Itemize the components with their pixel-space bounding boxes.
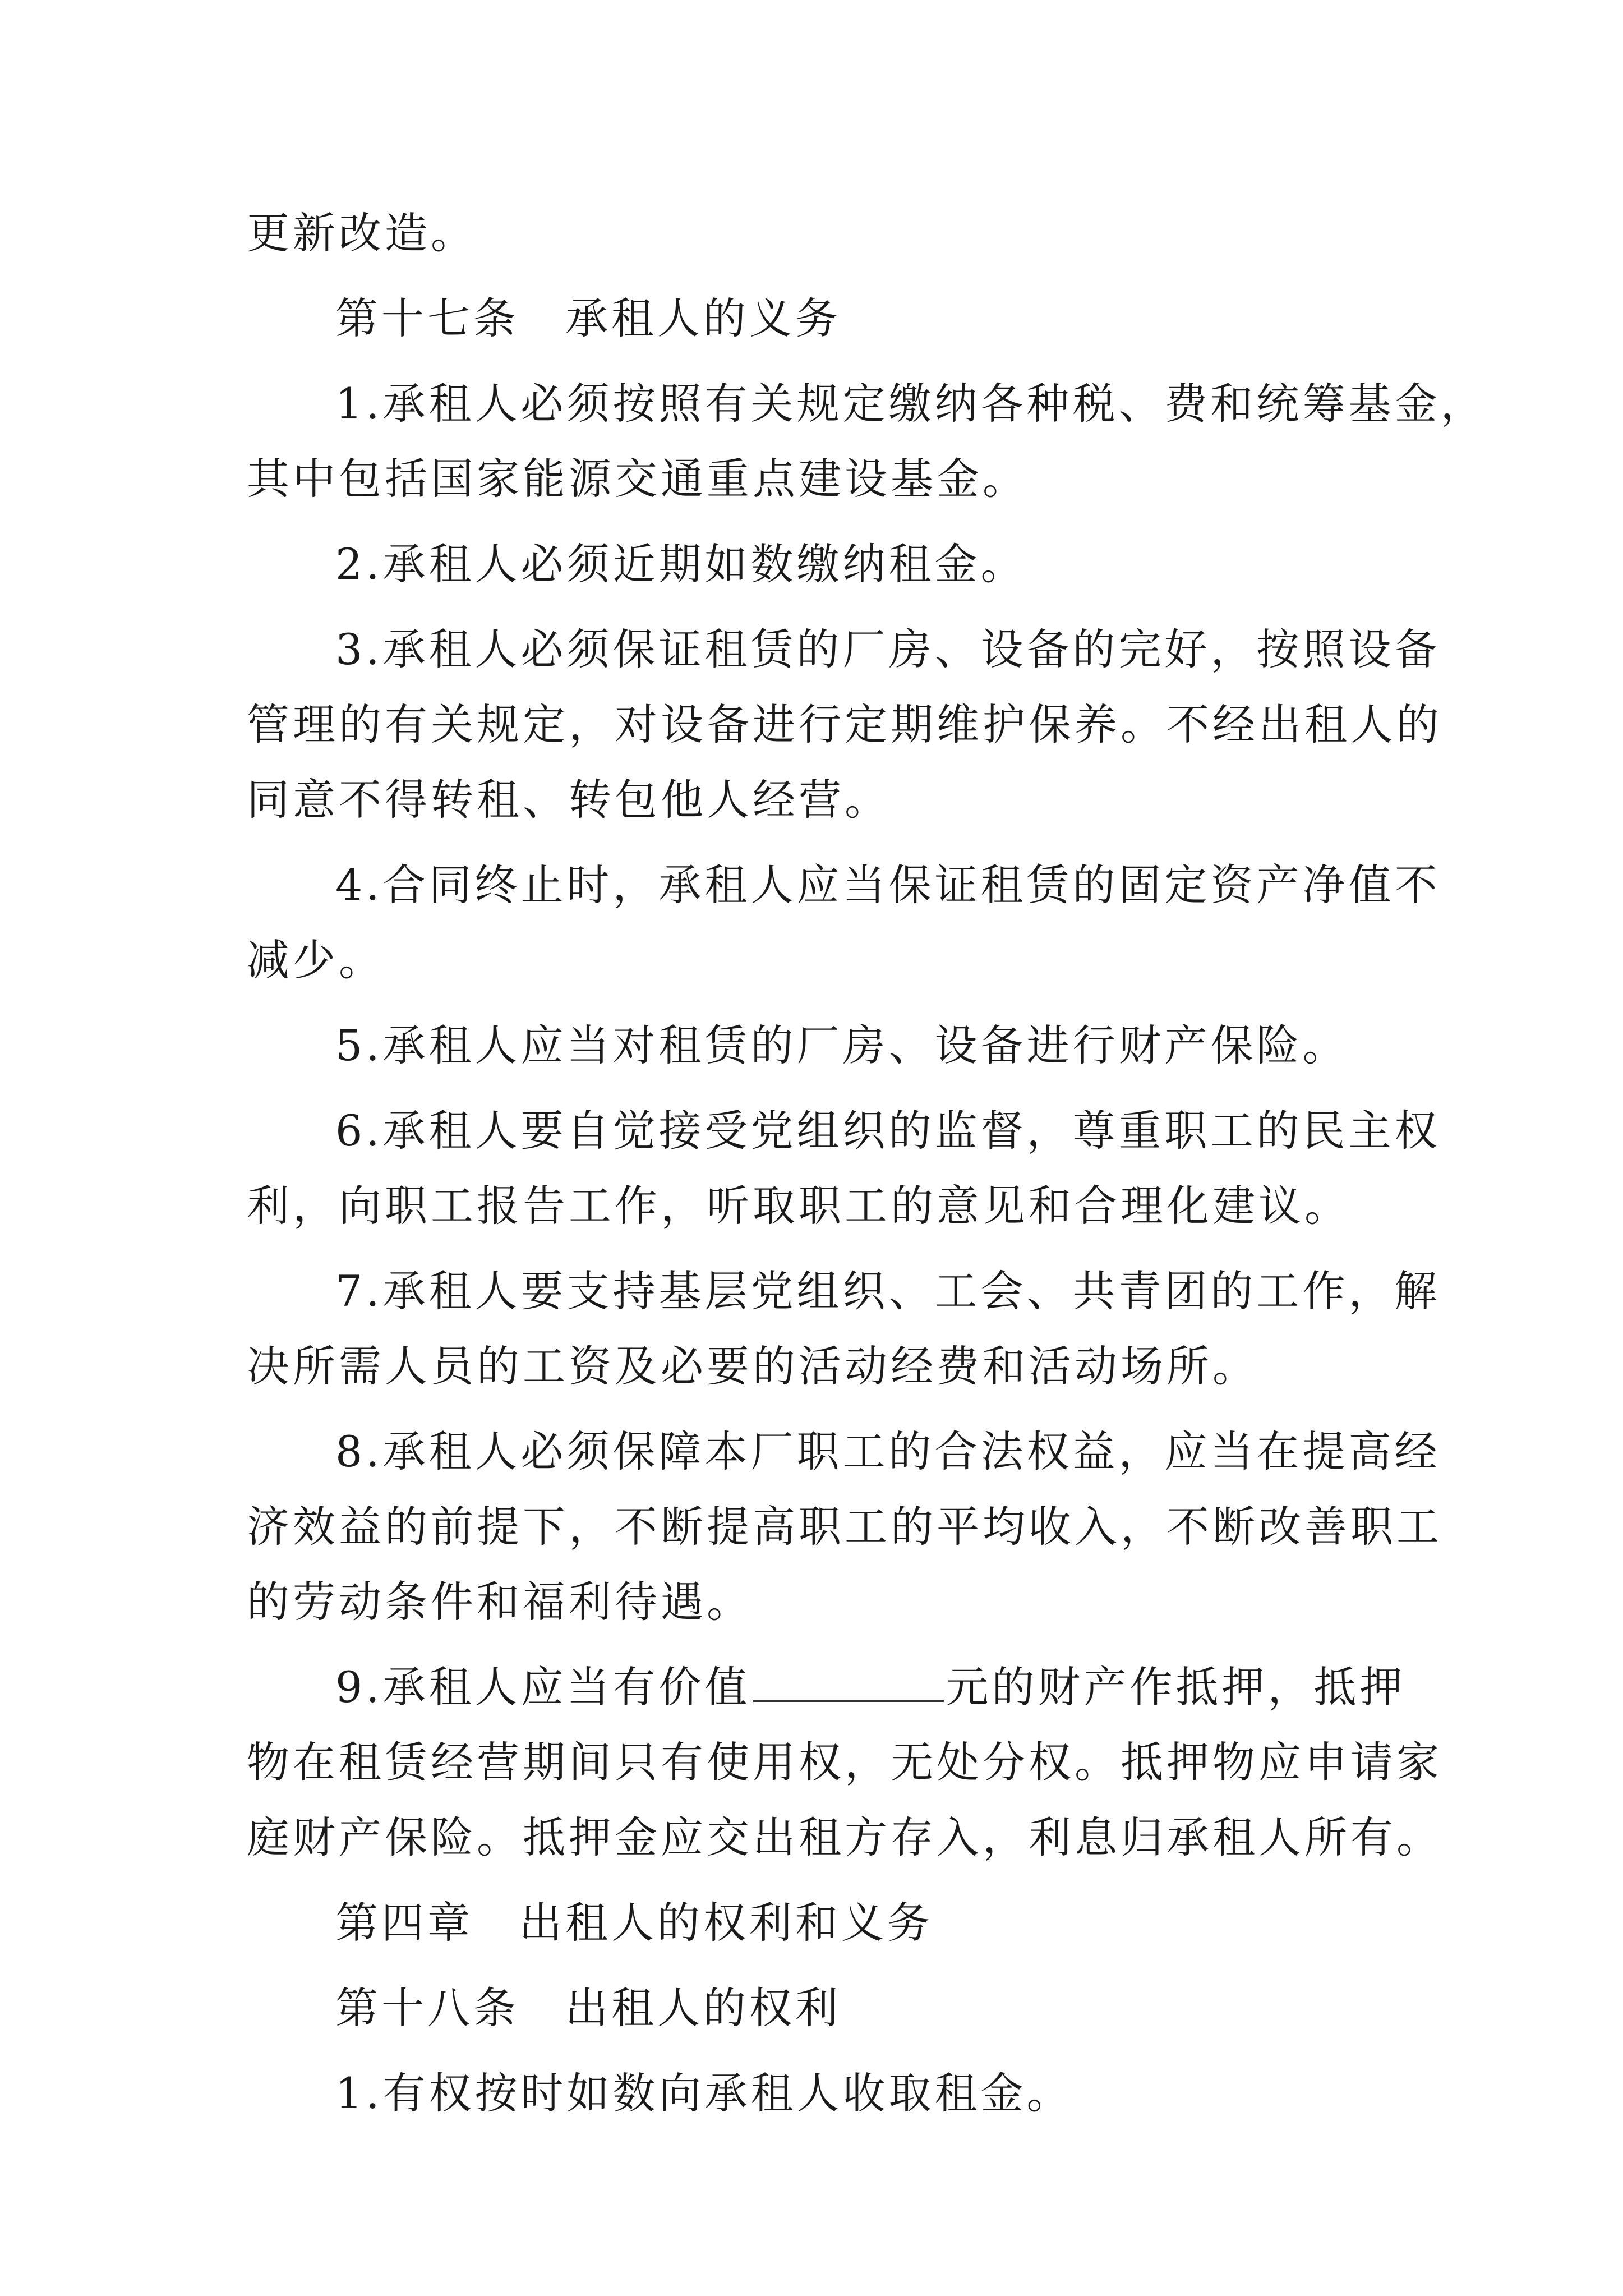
text-line: 济效益的前提下，不断提高职工的平均收入，不断改善职工: [247, 1502, 1442, 1552]
text-line: 5.承租人应当对租赁的厂房、设备进行财产保险。: [335, 1020, 1349, 1070]
text-line: 更新改造。: [247, 208, 477, 258]
text-line: 物在租赁经营期间只有使用权，无处分权。抵押物应申请家: [247, 1737, 1442, 1787]
text-line: 的劳动条件和福利待遇。: [247, 1577, 753, 1627]
text-line: 3.承租人必须保证租赁的厂房、设备的完好，按照设备: [335, 624, 1441, 674]
text-line: 7.承租人要支持基层党组织、工会、共青团的工作，解: [335, 1266, 1441, 1316]
text-line: 8.承租人必须保障本厂职工的合法权益，应当在提高经: [335, 1427, 1441, 1476]
text-line: 决所需人员的工资及必要的活动经费和活动场所。: [247, 1341, 1258, 1391]
text-line: 2.承租人必须近期如数缴纳租金。: [335, 539, 1027, 589]
text-line: 6.承租人要自觉接受党组织的监督，尊重职工的民主权: [335, 1106, 1441, 1156]
article-heading: 第十七条 承租人的义务: [335, 293, 841, 343]
article-heading: 第十八条 出租人的权利: [335, 1983, 841, 2033]
text-line: 减少。: [247, 935, 385, 985]
text-line: 1.承租人必须按照有关规定缴纳各种税、费和统筹基金，: [335, 379, 1487, 429]
text-line: 庭财产保险。抵押金应交出租方存入，利息归承租人所有。: [247, 1812, 1442, 1862]
text-line: 管理的有关规定，对设备进行定期维护保养。不经出租人的: [247, 700, 1442, 749]
text-line: 1.有权按时如数向承租人收取租金。: [335, 2068, 1073, 2118]
item9-suffix: 元的财产作抵押，抵押: [946, 1662, 1406, 1712]
text-line: [335, 1660, 1406, 1714]
value-blank: [753, 1661, 944, 1702]
chapter-heading: 第四章 出租人的权利和义务: [335, 1898, 933, 1948]
text-line: 同意不得转租、转包他人经营。: [247, 775, 891, 825]
item9-prefix: 9.承租人应当有价值: [335, 1662, 751, 1712]
text-line: 4.合同终止时，承租人应当保证租赁的固定资产净值不: [335, 860, 1441, 910]
text-line: 其中包括国家能源交通重点建设基金。: [247, 454, 1029, 504]
text-line: 利，向职工报告工作，听取职工的意见和合理化建议。: [247, 1181, 1350, 1231]
